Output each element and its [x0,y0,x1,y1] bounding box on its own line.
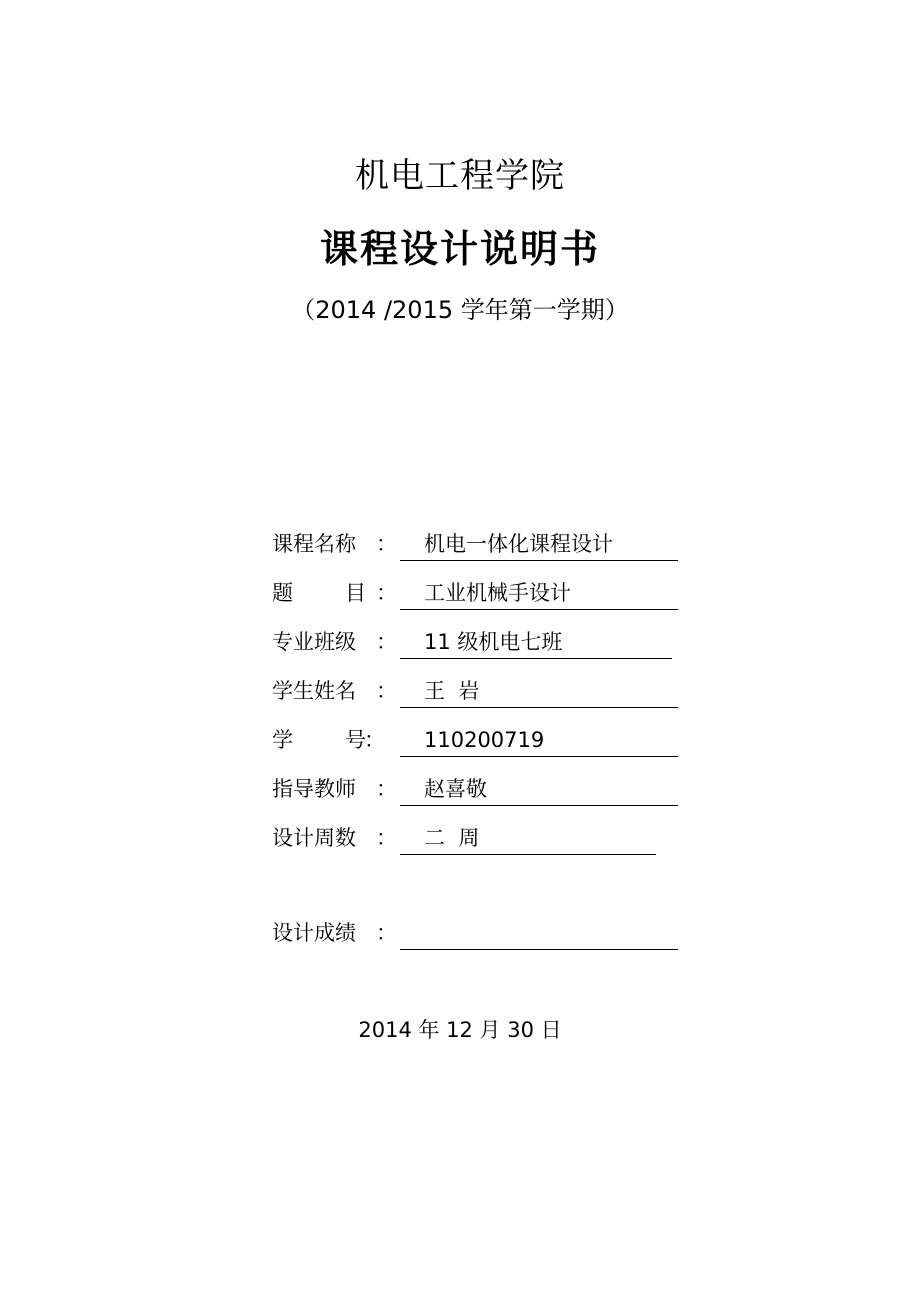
school-name: 机电工程学院 [355,156,565,196]
topic-value: 工业机械手设计 [424,581,571,605]
field-label-char: 题 [272,581,293,605]
field-label-char: 号 [345,728,366,752]
field-colon: ： [376,826,397,850]
advisor-value: 赵喜敬 [424,777,487,801]
class-value: 11 级机电七班 [424,630,563,654]
field-colon: ： [376,679,397,703]
field-label: 设计周数 [272,826,356,850]
field-topic [272,575,692,624]
field-course-name [272,526,692,575]
field-colon: ： [376,921,397,945]
field-colon: ： [376,630,397,654]
student-value: 王 岩 [424,679,480,703]
field-student-id [272,722,692,771]
info-fields [272,526,692,964]
field-advisor [272,771,692,820]
weeks-value: 二 周 [424,826,480,850]
field-label-char: 学 [272,728,293,752]
field-colon: ： [376,581,397,605]
field-value-line [400,820,656,855]
field-weeks [272,820,692,869]
field-label [272,575,366,611]
course-name-value: 机电一体化课程设计 [424,532,613,556]
field-label: 专业班级 [272,630,356,654]
student-id-value: 110200719 [424,728,545,752]
field-label: 学生姓名 [272,679,356,703]
field-colon: ： [364,728,385,752]
field-colon: ： [376,777,397,801]
field-class [272,624,692,673]
document-date: 2014 年 12 月 30 日 [358,1018,562,1042]
field-value-line [400,915,678,950]
field-label: 课程名称 [272,532,356,556]
field-grade [272,915,692,964]
field-value-line [400,771,678,806]
field-colon: ： [376,532,397,556]
field-label [272,722,366,758]
field-value-line [400,722,678,757]
field-label: 指导教师 [272,777,356,801]
document-title: 课程设计说明书 [319,227,600,271]
field-value-line [400,673,678,708]
field-value-line [400,624,672,659]
field-student [272,673,692,722]
field-value-line [400,526,678,561]
academic-term: （2014 /2015 学年第一学期） [291,296,629,324]
field-value-line [400,575,678,610]
field-label-char: 目 [345,581,366,605]
field-label: 设计成绩 [272,921,356,945]
spacer [272,869,692,915]
